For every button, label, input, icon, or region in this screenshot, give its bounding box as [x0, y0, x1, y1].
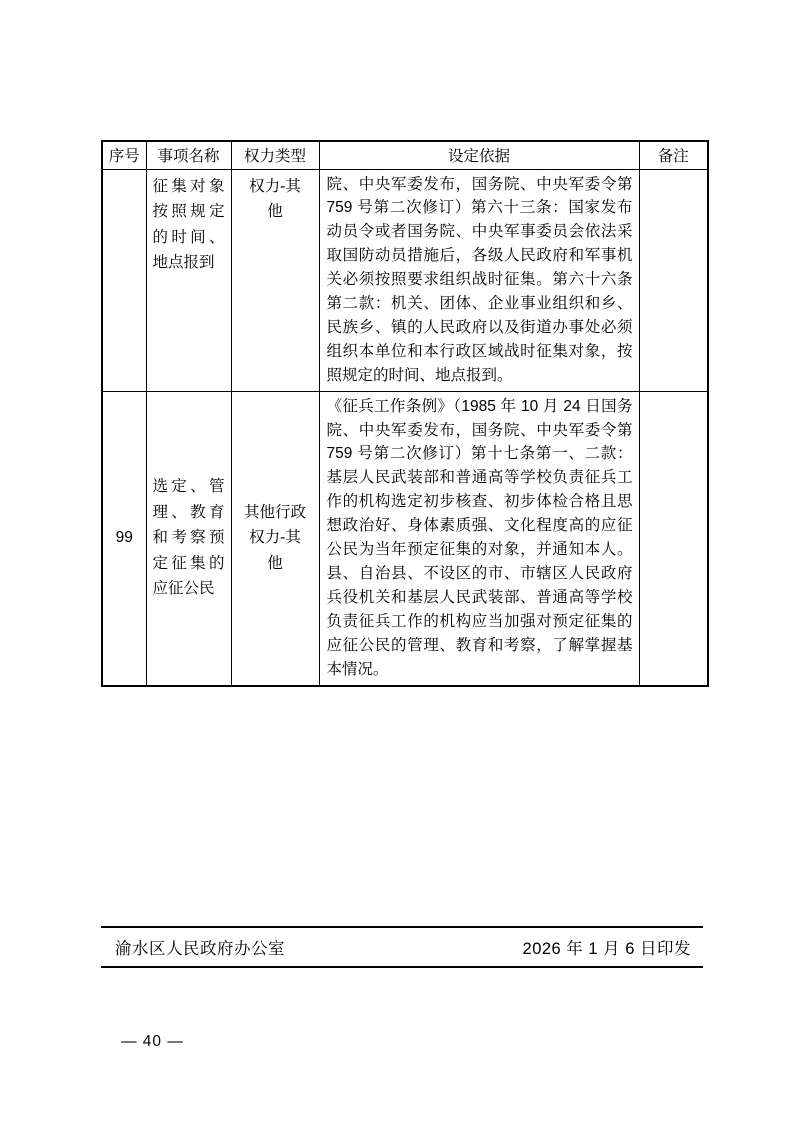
cell-power-type: 其他行政权力-其他 — [231, 391, 319, 685]
table-row — [102, 391, 708, 685]
issuing-office: 渝水区人民政府办公室 — [115, 940, 285, 958]
colophon — [101, 926, 703, 968]
cell-basis: 院、中央军委发布，国务院、中央军委令第 759 号第二次修订）第六十三条：国家发布动员令或者国务院、中央军事委员会依法采取国防动员措施后，各级人民政府和军事机关必须按照要求组织战时征集。第六十六条第二款：机关、团体、企业事业组织和乡、民族乡、镇的人民政府以及街道办事处必须组织本单位和本行政区域战时征集对象，按照规定的时间、地点报到。 — [319, 169, 639, 391]
column-header-power-type: 权力类型 — [231, 141, 319, 169]
table-header-row — [102, 141, 708, 169]
cell-note — [639, 391, 708, 685]
cell-note — [639, 169, 708, 391]
cell-item-name: 选定、管理、教育和考察预定征集的应征公民 — [146, 391, 231, 685]
cell-seq: 99 — [102, 391, 146, 685]
authority-items-table — [101, 140, 709, 687]
cell-seq — [102, 169, 146, 391]
cell-power-type: 权力-其他 — [231, 169, 319, 391]
column-header-note: 备注 — [639, 141, 708, 169]
cell-basis: 《征兵工作条例》（1985 年 10 月 24 日国务院、中央军委发布，国务院、中央军委令第 759 号第二次修订）第十七条第一、二款：基层人民武装部和普通高等学校负责征兵工作的机构选定初步核查、初步体检合格且思想政治好、身体素质强、文化程度高的应征公民为当年预定征集的对象，并通知本人。县、自治县、不设区的市、市辖区人民政府兵役机关和基层人民武装部、普通高等学校负责征兵工作的机构应当加强对预定征集的应征公民的管理、教育和考察，了解掌握基本情况。 — [319, 391, 639, 685]
column-header-item-name: 事项名称 — [146, 141, 231, 169]
print-date: 2026 年 1 月 6 日印发 — [522, 940, 691, 958]
page-number: — 40 — — [121, 1033, 184, 1050]
column-header-basis: 设定依据 — [319, 141, 639, 169]
column-header-seq: 序号 — [102, 141, 146, 169]
cell-item-name: 征集对象按照规定的时间、地点报到 — [146, 169, 231, 391]
table-row — [102, 169, 708, 391]
